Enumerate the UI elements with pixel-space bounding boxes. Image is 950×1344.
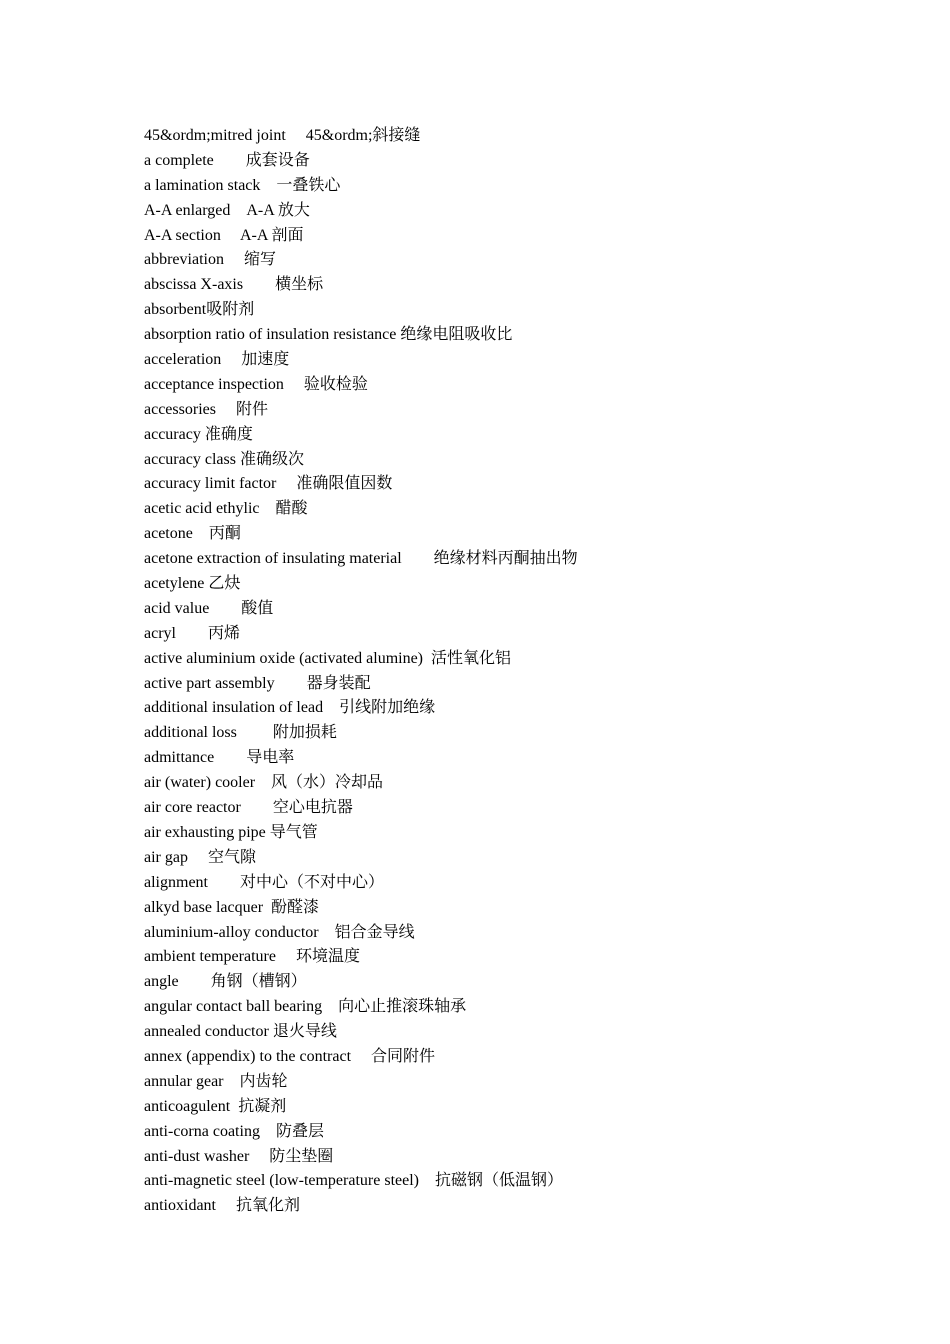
glossary-entry: alkyd base lacquer 酚醛漆 [144, 898, 320, 916]
glossary-entry: A-A section A-A 剖面 [144, 226, 304, 244]
glossary-entry: acetone 丙酮 [144, 525, 241, 543]
glossary-entry: angular contact ball bearing 向心止推滚珠轴承 [144, 998, 467, 1016]
glossary-entry: a lamination stack 一叠铁心 [144, 176, 341, 194]
glossary-entry: accessories 附件 [144, 400, 268, 418]
glossary-entry: annealed conductor 退火导线 [144, 1023, 337, 1041]
glossary-entry: air core reactor 空心电抗器 [144, 799, 353, 817]
glossary-entry: angle 角钢（槽钢） [144, 973, 307, 991]
glossary-entry: additional loss 附加损耗 [144, 724, 337, 742]
glossary-entry: admittance 导电率 [144, 749, 295, 767]
glossary-entry: accuracy class 准确级次 [144, 450, 304, 468]
glossary-entry: acceptance inspection 验收检验 [144, 375, 368, 393]
glossary-entry: active part assembly 器身装配 [144, 674, 371, 692]
glossary-entry: acetic acid ethylic 醋酸 [144, 500, 308, 518]
glossary-entry: acid value 酸值 [144, 599, 274, 617]
glossary-entry: acryl 丙烯 [144, 624, 240, 642]
glossary-entry: air exhausting pipe 导气管 [144, 823, 318, 841]
glossary-entry: abbreviation 缩写 [144, 251, 276, 269]
glossary-entry: additional insulation of lead 引线附加绝缘 [144, 699, 436, 717]
glossary-entry: annular gear 内齿轮 [144, 1072, 288, 1090]
glossary-entry: accuracy limit factor 准确限值因数 [144, 475, 393, 493]
glossary-entry: alignment 对中心（不对中心） [144, 873, 384, 891]
glossary-entry: acetylene 乙炔 [144, 575, 241, 593]
glossary-entry: ambient temperature 环境温度 [144, 948, 360, 966]
glossary-entry: anti-magnetic steel (low-temperature steel) 抗磁钢（低温钢） [144, 1172, 563, 1190]
glossary-entry: acceleration 加速度 [144, 351, 290, 369]
glossary-entry: acetone extraction of insulating material 绝缘材料丙酮抽出物 [144, 550, 578, 568]
glossary-entry: annex (appendix) to the contract 合同附件 [144, 1047, 436, 1065]
glossary-entry: anticoagulent 抗凝剂 [144, 1097, 287, 1115]
glossary-entry: anti-corna coating 防叠层 [144, 1122, 324, 1140]
glossary-entry: 45&ordm;mitred joint 45&ordm;斜接缝 [144, 127, 421, 144]
glossary-entry: antioxidant 抗氧化剂 [144, 1197, 300, 1215]
glossary-entry: A-A enlarged A-A 放大 [144, 201, 310, 219]
glossary-entry: anti-dust washer 防尘垫圈 [144, 1147, 334, 1165]
glossary-entry: active aluminium oxide (activated alumine) 活性氧化铝 [144, 649, 512, 667]
glossary-list [144, 124, 578, 1219]
glossary-entry: a complete 成套设备 [144, 151, 310, 169]
glossary-entry: absorbent吸附剂 [144, 301, 255, 319]
glossary-entry: aluminium-alloy conductor 铝合金导线 [144, 923, 415, 941]
glossary-entry: accuracy 准确度 [144, 425, 253, 443]
glossary-entry: abscissa X-axis 横坐标 [144, 276, 324, 294]
glossary-entry: absorption ratio of insulation resistance 绝缘电阻吸收比 [144, 326, 513, 344]
glossary-entry: air (water) cooler 风（水）冷却品 [144, 774, 384, 792]
glossary-entry: air gap 空气隙 [144, 848, 256, 866]
